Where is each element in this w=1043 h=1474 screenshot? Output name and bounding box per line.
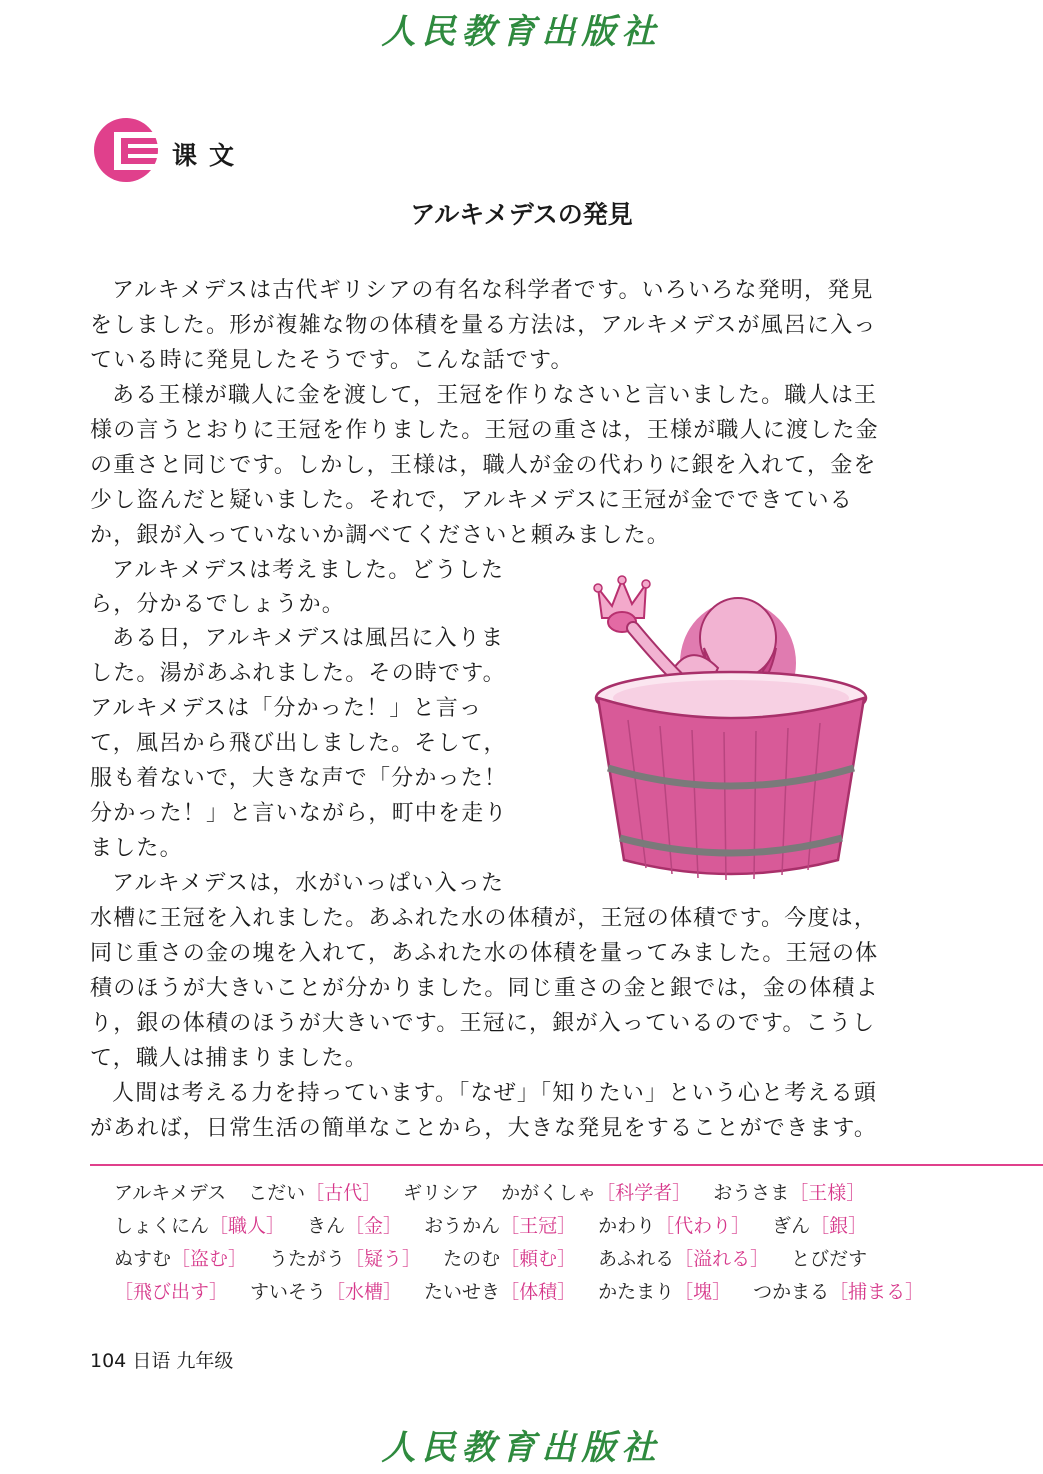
body-line: り，銀の体積のほうが大きいです。王冠に，銀が入っているのです。こうし	[90, 1011, 876, 1036]
vocabulary-kanji: ［塊］	[674, 1281, 732, 1303]
vocabulary-reading: うたがう	[269, 1248, 346, 1270]
vocabulary-kanji: ［飛び出す］	[114, 1281, 229, 1303]
book-name: 日语 九年级	[132, 1350, 234, 1372]
vocabulary-item	[403, 1182, 479, 1204]
vocabulary-kanji: ［職人］	[209, 1215, 286, 1237]
vocabulary-reading: あふれる	[598, 1248, 675, 1270]
body-line: 積のほうが大きいことが分かりました。同じ重さの金と銀では，金の体積よ	[90, 976, 879, 1001]
vocabulary-reading: アルキメデス	[114, 1182, 227, 1204]
vocabulary-item	[713, 1182, 865, 1204]
vocabulary-item	[114, 1281, 228, 1303]
vocabulary-item	[598, 1215, 750, 1237]
vocabulary-item	[248, 1182, 381, 1204]
vocabulary-row	[114, 1277, 946, 1304]
vocabulary-row	[114, 1244, 889, 1271]
vocabulary-reading: かたまり	[598, 1281, 675, 1303]
archimedes-in-bathtub-illustration	[588, 568, 874, 888]
body-line: ました。	[90, 836, 183, 861]
vocabulary-reading: すいそう	[250, 1281, 327, 1303]
vocabulary-item	[250, 1281, 402, 1303]
vocabulary-item	[598, 1281, 731, 1303]
vocabulary-item	[114, 1215, 285, 1237]
vocabulary-reading: ぬすむ	[114, 1248, 172, 1270]
body-line: をしました。形が複雑な物の体積を量る方法は，アルキメデスが風呂に入っ	[90, 313, 877, 338]
vocabulary-kanji: ［王冠］	[500, 1215, 577, 1237]
body-line: て，職人は捕まりました。	[90, 1046, 368, 1071]
vocabulary-kanji: ［王様］	[789, 1182, 866, 1204]
vocabulary-kanji: ［古代］	[305, 1182, 382, 1204]
vocabulary-item	[753, 1281, 924, 1303]
vocabulary-kanji: ［科学者］	[596, 1182, 692, 1204]
vocabulary-divider	[90, 1164, 1043, 1166]
vocabulary-reading: たいせき	[424, 1281, 501, 1303]
body-line: か，銀が入っていないか調べてくださいと頼みました。	[90, 523, 671, 548]
vocabulary-item	[772, 1215, 867, 1237]
vocabulary-item	[424, 1215, 576, 1237]
vocabulary-reading: たのむ	[443, 1248, 501, 1270]
vocabulary-reading: ぎん	[772, 1215, 811, 1237]
page-footer	[90, 1346, 233, 1373]
vocabulary-kanji: ［捕まる］	[829, 1281, 925, 1303]
vocabulary-item	[598, 1248, 769, 1270]
vocabulary-reading: とびだす	[791, 1248, 868, 1270]
body-line: ある日，アルキメデスは風呂に入りま	[112, 626, 505, 651]
body-line: 水槽に王冠を入れました。あふれた水の体積が，王冠の体積です。今度は，	[90, 906, 878, 931]
crown-icon	[594, 576, 650, 632]
lesson-title: アルキメデスの発見	[410, 200, 633, 229]
section-label: 课文	[172, 141, 247, 170]
vocabulary-item	[791, 1248, 867, 1270]
vocabulary-item	[443, 1248, 576, 1270]
body-line: があれば，日常生活の簡単なことから，大きな発見をすることができます。	[90, 1116, 878, 1141]
vocabulary-row	[114, 1178, 887, 1205]
page-number: 104	[90, 1350, 127, 1372]
body-line: 分かった！」と言いながら，町中を走り	[90, 801, 508, 826]
vocabulary-kanji: ［代わり］	[655, 1215, 751, 1237]
body-line: アルキメデスは考えました。どうした	[112, 558, 505, 583]
vocabulary-reading: つかまる	[753, 1281, 830, 1303]
vocabulary-reading: きん	[307, 1215, 346, 1237]
vocabulary-item	[307, 1215, 402, 1237]
body-line: ら，分かるでしょうか。	[90, 592, 345, 617]
body-line: アルキメデスは，水がいっぱい入った	[112, 871, 505, 896]
vocabulary-kanji: ［盗む］	[171, 1248, 248, 1270]
vocabulary-reading: こだい	[248, 1182, 306, 1204]
vocabulary-item	[114, 1248, 247, 1270]
vocabulary-item	[501, 1182, 691, 1204]
body-line: 様の言うとおりに王冠を作りました。王冠の重さは，王様が職人に渡した金	[90, 418, 879, 443]
vocabulary-reading: ギリシア	[403, 1182, 480, 1204]
vocabulary-kanji: ［水槽］	[326, 1281, 403, 1303]
vocabulary-item	[114, 1182, 226, 1204]
body-line: 服も着ないで，大きな声で「分かった！	[90, 766, 508, 791]
vocabulary-reading: おうさま	[713, 1182, 790, 1204]
body-line: ある王様が職人に金を渡して，王冠を作りなさいと言いました。職人は王	[112, 383, 878, 408]
body-line: の重さと同じです。しかし，王様は，職人が金の代わりに銀を入れて，金を	[90, 453, 877, 478]
vocabulary-kanji: ［疑う］	[345, 1248, 422, 1270]
section-badge-icon	[92, 116, 164, 188]
vocabulary-reading: かがくしゃ	[501, 1182, 597, 1204]
vocabulary-reading: しょくにん	[114, 1215, 210, 1237]
body-line: 少し盗んだと疑いました。それで，アルキメデスに王冠が金でできている	[90, 488, 853, 513]
publisher-logo-top: 人民教育出版社	[381, 12, 662, 52]
vocabulary-kanji: ［金］	[345, 1215, 403, 1237]
body-line: した。湯があふれました。その時です。	[90, 661, 506, 686]
vocabulary-item	[269, 1248, 421, 1270]
body-line: ている時に発見したそうです。こんな話です。	[90, 348, 574, 373]
publisher-logo-bottom: 人民教育出版社	[381, 1428, 662, 1468]
vocabulary-row	[114, 1211, 889, 1238]
vocabulary-kanji: ［体積］	[500, 1281, 577, 1303]
vocabulary-item	[424, 1281, 576, 1303]
body-line: 同じ重さの金の塊を入れて，あふれた水の体積を量ってみました。王冠の体	[90, 941, 879, 966]
vocabulary-kanji: ［溢れる］	[674, 1248, 770, 1270]
body-line: アルキメデスは古代ギリシアの有名な科学者です。いろいろな発明，発見	[112, 278, 874, 303]
vocabulary-reading: かわり	[598, 1215, 656, 1237]
vocabulary-kanji: ［頼む］	[500, 1248, 577, 1270]
body-line: 人間は考える力を持っています。「なぜ」「知りたい」という心と考える頭	[112, 1081, 878, 1106]
vocabulary-kanji: ［銀］	[810, 1215, 868, 1237]
body-line: て，風呂から飛び出しました。そして，	[90, 731, 507, 756]
vocabulary-reading: おうかん	[424, 1215, 501, 1237]
body-line: アルキメデスは「分かった！」と言っ	[90, 696, 483, 721]
